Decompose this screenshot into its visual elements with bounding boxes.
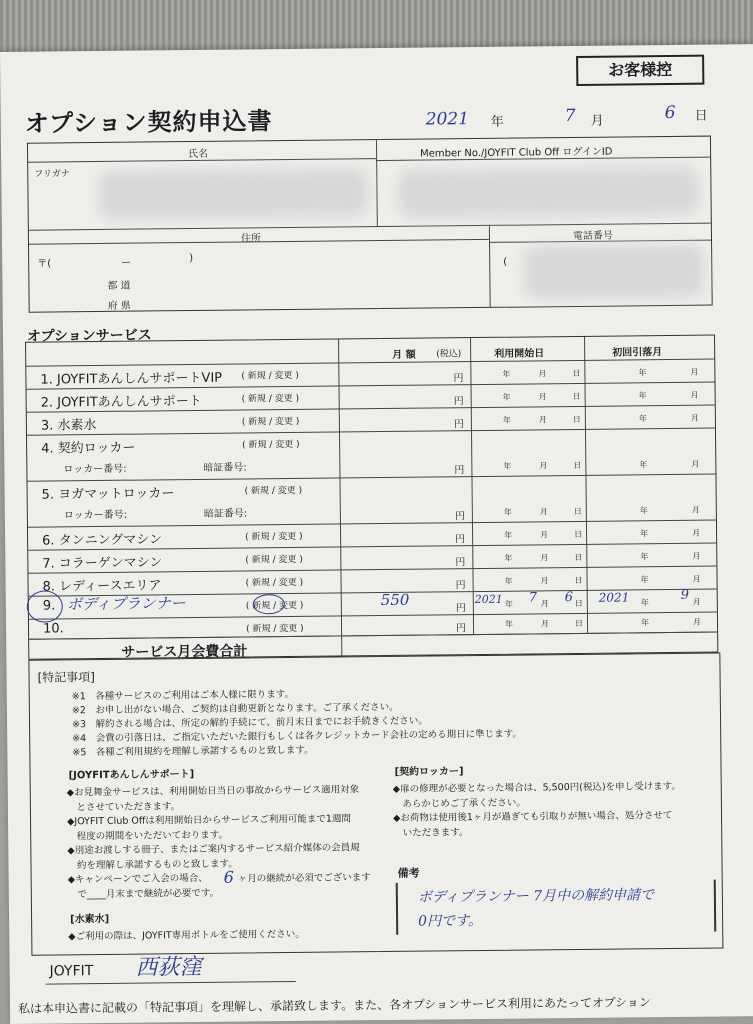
debit-month-unit: 月 [690,413,699,423]
postal-dash: ー [121,257,132,269]
start-month-unit: 月 [540,619,550,629]
start-year-unit: 年 [503,507,512,517]
support-line: ◆お見舞金サービスは、利用開始日当日の事故からサービス適用対象 [66,784,360,799]
water-line: ◆ご利用の際は、JOYFIT専用ボトルをご使用ください。 [68,928,305,943]
debit-month-unit: 月 [692,597,701,607]
phone-redacted [524,245,705,299]
start-year-unit: 年 [504,530,513,540]
start-day-unit: 日 [573,506,582,517]
start-day-unit: 日 [574,598,583,609]
start-month-unit: 月 [539,461,548,471]
debit-year-unit: 年 [639,506,648,516]
col-first-debit-month: 初回引落月 [612,347,663,359]
start-month-unit: 月 [538,369,547,379]
name-label: 氏名 [188,148,209,161]
start-year-unit: 年 [502,392,511,402]
remarks-hand-line-1: ボディプランナー 7月中の解約申請で [417,887,655,906]
campaign-months-hand: 6 [223,867,234,887]
start-day-unit: 日 [572,368,581,379]
debit-month-unit: 月 [691,505,700,515]
start-day-unit: 日 [573,460,582,471]
locker-line: いただきます。 [393,826,469,839]
locker-number-label: ロッカー番号: [63,463,127,476]
address-phone-divider [489,225,491,307]
date-day-value: 6 [664,102,676,124]
notes-section [28,652,723,955]
campaign-suffix: ヶ月の継続が必須でございます [237,872,371,885]
remarks-box [396,880,717,935]
start-day-unit: 日 [574,529,583,540]
note-line: ※4 会費の引落日は、ご指定いただいた銀行もしくは各クレジットカード会社の定める期日に準じます。 [72,728,522,745]
options-table [25,335,718,660]
yen-unit: 円 [454,511,465,523]
start-day-unit: 日 [572,391,581,402]
date-month-value: 7 [564,105,576,127]
start-month-unit: 月 [538,415,547,425]
start-day-unit: 日 [574,552,583,563]
option-status: ( 新規 / 変更 ) [246,623,304,635]
option-row-line [27,474,715,482]
option-row-label: 4. 契約ロッカー [41,440,136,457]
options-col-divider-1 [338,339,342,655]
copy-label: お客様控 [608,59,673,80]
hand-debit-year: 2021 [598,590,630,605]
option-status: ( 新規 / 変更 ) [245,577,304,589]
option-status: ( 新規 / 変更 ) [241,370,299,382]
remarks-hand-line-2: 0円です。 [418,913,483,930]
note-line: ※2 お申し出がない場合、ご契約は自動更新となります。ご了承ください。 [71,701,399,717]
debit-month-unit: 月 [692,574,701,584]
hand-monthly-amount: 550 [380,590,410,610]
start-day-unit: 日 [574,575,583,586]
start-month-unit: 月 [539,507,548,517]
hand-debit-month: 9 [680,587,690,603]
debit-year-unit: 年 [640,552,649,562]
option-status: ( 新規 / 変更 ) [242,439,300,451]
support-line: 約を理解し承諾するものと致します。 [67,858,238,871]
yen-unit: 円 [455,580,466,592]
water-title: [水素水] [70,913,110,926]
hand-service-name: ボディプランナー [66,594,186,614]
debit-year-unit: 年 [640,598,649,608]
option-row-line [27,428,715,436]
note-line: ※3 解約される場合は、所定の解約手続にて、前月末日までにお手続きください。 [71,715,428,731]
option-row-label: 3. 水素水 [40,418,97,434]
debit-month-unit: 月 [692,617,702,627]
store-name-hand: 西荻窪 [135,954,202,981]
total-label: サービス月会費合計 [121,643,248,661]
debit-year-unit: 年 [639,460,648,470]
option-row-line [28,520,716,528]
form-title: オプション契約申込書 [24,107,273,138]
yen-unit: 円 [453,419,464,431]
hand-start-year: 2021 [474,592,503,607]
start-year-unit: 年 [504,599,513,609]
remarks-label: 備考 [397,866,420,880]
options-col-divider-2 [470,338,474,634]
note-line: ※5 各種ご利用規約を理解し承諾するものと致します。 [72,744,314,759]
debit-month-unit: 月 [690,390,699,400]
debit-year-unit: 年 [638,368,647,378]
locker-line: ◆お荷物は使用後1ヶ月が過ぎても引取りが無い場合、処分させて [392,810,673,824]
name-redacted [98,168,368,219]
total-top-line [29,632,717,640]
support-line: 程度の期間をいただいております。 [67,829,229,842]
start-day-unit: 日 [572,414,581,425]
hand-circle-new [253,594,285,614]
option-row-label: 6. タンニングマシン [42,532,163,549]
pin-label: 暗証番号: [203,508,248,520]
note-line: ※1 各種サービスのご利用はご本人様に限ります。 [71,688,295,703]
start-month-unit: 月 [540,576,549,586]
col-tax-included: (税込) [436,349,462,360]
prefecture-line-2: 府 県 [107,300,131,312]
debit-month-unit: 月 [691,459,700,469]
yen-unit: 円 [455,603,466,615]
locker-number-label: ロッカー番号: [63,509,128,522]
debit-year-unit: 年 [640,529,649,539]
yen-unit: 円 [455,534,466,546]
option-status: ( 新規 / 変更 ) [245,531,303,543]
support-line: ◆JOYFIT Club Offは利用開始日からサービスご利用可能まで1週間 [67,813,351,828]
option-status: ( 新規 / 変更 ) [244,485,303,497]
yen-unit: 円 [453,373,464,385]
support-line: ◆キャンペーンでご入会の場合、 [67,872,208,886]
yen-unit: 円 [454,465,465,477]
locker-list [393,778,682,839]
date-month-unit: 月 [590,113,604,129]
option-row-label: 1. JOYFITあんしんサポートVIP [40,370,223,388]
store-underline [46,981,296,985]
hand-start-month: 7 [528,590,538,606]
pin-label: 暗証番号: [203,462,247,474]
option-status: ( 新規 / 変更 ) [245,554,303,566]
member-id-redacted [398,167,698,218]
col-start-date: 利用開始日 [494,348,545,360]
yen-unit: 円 [453,396,464,408]
debit-year-unit: 年 [640,618,650,628]
form-paper [0,44,753,1024]
support-title: [JOYFITあんしんサポート] [68,769,195,782]
option-row-label: 8. レディースエリア [42,578,162,595]
postal-prefix: 〒( [37,258,52,270]
phone-open-paren: ( [503,256,508,268]
col-monthly-fee: 月 額 [392,349,416,361]
start-year-unit: 年 [504,553,513,563]
debit-year-unit: 年 [638,391,647,401]
options-col-divider-3 [584,337,588,633]
notes-list [72,684,522,759]
yen-unit: 円 [455,557,466,569]
option-row-label: 10. [42,621,64,637]
debit-month-unit: 月 [692,551,701,561]
option-row-label: 9. [42,598,56,614]
option-status: ( 新規 / 変更 ) [245,600,304,612]
postal-close: ) [189,252,194,265]
agreement-line: 私は本申込書に記載の「特記事項」を理解し、承諾致します。また、各オプションサービス利用にあたってオプション [17,995,651,1016]
option-status: ( 新規 / 変更 ) [241,416,300,428]
start-month-unit: 月 [540,599,549,609]
yen-unit: 円 [456,623,467,635]
debit-year-unit: 年 [638,414,647,424]
options-header-line [26,359,714,367]
start-year-unit: 年 [502,415,511,425]
prefecture-line-1: 都 道 [107,280,131,292]
start-year-unit: 年 [502,369,511,379]
start-year-unit: 年 [503,461,512,471]
support-line: とさせていただきます。 [66,800,181,813]
debit-year-unit: 年 [640,575,649,585]
start-month-unit: 月 [540,530,549,540]
locker-title: [契約ロッカー] [394,766,464,778]
support-line: で____月末まで継続が必要です。 [67,887,220,900]
debit-month-unit: 月 [692,528,701,538]
date-day-unit: 日 [694,108,708,124]
locker-line: ◆扉の修理が必要となった場合は、5,500円(税込)を申し受けます。 [392,780,681,795]
address-label: 住所 [240,233,262,245]
start-year-unit: 年 [504,619,514,629]
applicant-section [27,136,713,313]
start-month-unit: 月 [540,553,549,563]
name-member-divider [376,140,378,226]
member-id-label: Member No./JOYFIT Club Off ログインID [420,146,613,160]
option-row-label: 2. JOYFITあんしんサポート [40,393,202,411]
date-year-value: 2021 [425,109,470,130]
option-row-label: 7. コラーゲンマシン [42,555,163,572]
phone-label: 電話番号 [572,230,614,243]
locker-line: あらかじめご了承ください。 [392,797,526,810]
furigana-label: フリガナ [34,169,70,180]
start-day-unit: 日 [574,618,584,629]
copy-label-box [576,55,704,86]
notes-title: [特記事項] [37,670,95,685]
debit-month-unit: 月 [690,367,699,377]
hand-start-day: 6 [564,590,574,606]
start-year-unit: 年 [504,576,513,586]
option-status: ( 新規 / 変更 ) [241,393,300,405]
support-line: ◆別途お渡しする冊子、またはご案内するサービス紹介媒体の会員規 [67,842,360,857]
hand-circle-mark [27,590,63,622]
option-row-label: 5. ヨガマットロッカー [41,486,175,503]
start-month-unit: 月 [538,392,547,402]
date-year-unit: 年 [490,114,504,130]
footer-brand: JOYFIT [49,963,94,980]
options-section-title: オプションサービス [26,327,152,345]
